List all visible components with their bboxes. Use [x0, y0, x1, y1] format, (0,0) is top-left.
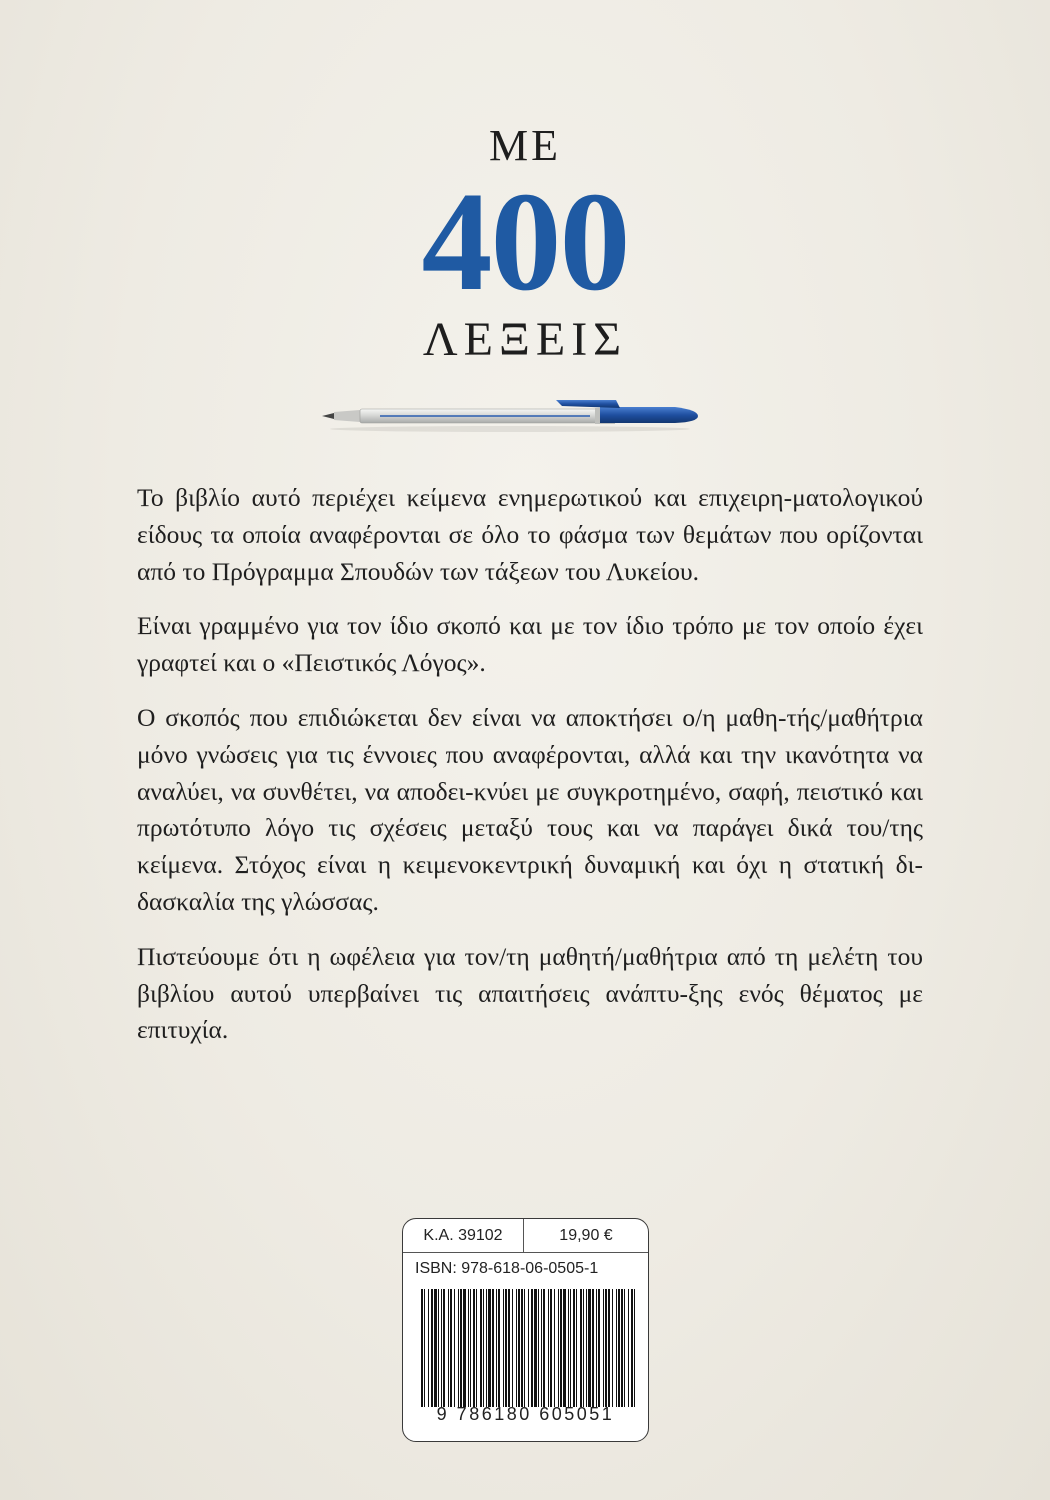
- description-text: [137, 480, 923, 1067]
- paragraph: Ο σκοπός που επιδιώκεται δεν είναι να αποκτήσει ο/η μαθη-τής/μαθήτρια μόνο γνώσεις για τις έννοιες που αναφέρονται, αλλά και την ικανότητα να αναλύει, να συνθέτει, να αποδει-κνύει με συγκροτημένο, σαφή, πειστικό και πρωτότυπο λόγο τις σχέσεις μεταξύ τους και να παράγει δικά του/της κείμενα. Στόχος είναι η κειμενοκεντρική δυναμική και όχι η στατική δι-δασκαλία της γλώσσας.: [137, 702, 923, 916]
- catalog-code: Κ.Α. 39102: [403, 1219, 524, 1252]
- paragraph: Πιστεύουμε ότι η ωφέλεια για τον/τη μαθητή/μαθήτρια από τη μελέτη του βιβλίου αυτού υπερβαίνει τις απαιτήσεις ανάπτυ-ξης ενός θέματος με επιτυχία.: [137, 941, 923, 1045]
- paragraph: Το βιβλίο αυτό περιέχει κείμενα ενημερωτικού και επιχειρη-ματολογικού είδους τα οποία αναφέρονται σε όλο το φάσμα των θεμάτων που ορίζονται από το Πρόγραμμα Σπουδών των τάξεων του Λυκείου.: [137, 483, 923, 586]
- barcode-label: [402, 1218, 649, 1442]
- title-bottom: ΛΕΞΕΙΣ: [422, 313, 628, 366]
- code-price-row: [403, 1219, 648, 1253]
- barcode-icon: [421, 1289, 635, 1407]
- title-number: 400: [421, 162, 629, 320]
- paragraph: Είναι γραμμένο για τον ίδιο σκοπό και με τον ίδιο τρόπο με τον οποίο έχει γραφτεί και ο «Πειστικός Λόγος».: [137, 611, 923, 678]
- ballpoint-pen-icon: [320, 396, 700, 436]
- price: 19,90 €: [559, 1227, 613, 1244]
- title-top: ΜΕ: [489, 121, 561, 170]
- barcode-digits: 9 786180 605051: [436, 1404, 615, 1424]
- isbn: ISBN: 978-618-06-0505-1: [415, 1260, 599, 1277]
